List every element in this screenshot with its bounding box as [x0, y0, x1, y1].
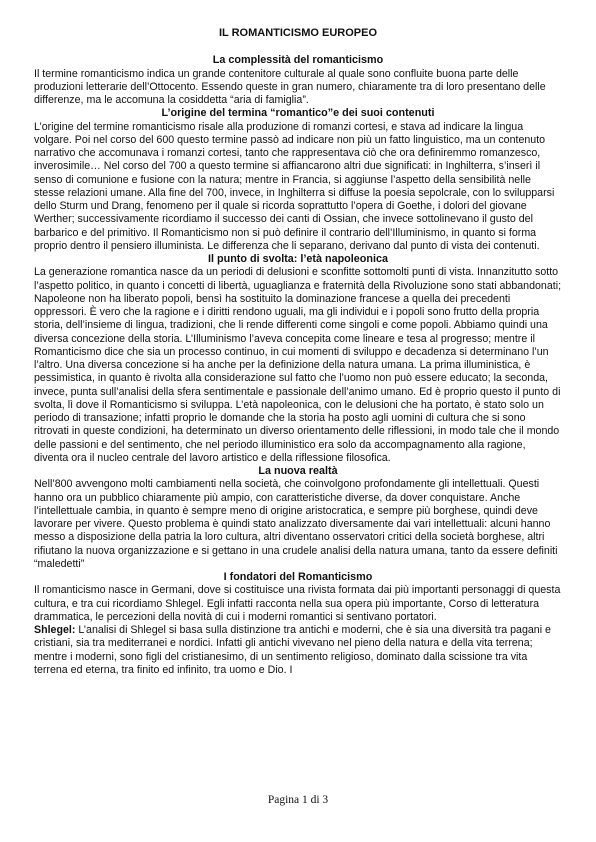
- section-heading-origine: L’origine del termina “romantico”e dei suoi contenuti: [161, 107, 435, 120]
- section-paragraph: La generazione romantica nasce da un periodi di delusioni e sconfitte sottomolti punti di vista. Innanzitutto sotto l’aspetto politico, in quanto i concetti di libertà, uguaglianza e fraternità della Rivoluzione sono stati abbandonati; Napoleone non ha liberato popoli, bensì ha sostituito la dominazione francese a quella dei precedenti oppressori. È vero che la ragione e i diritti rendono uguali, ma gli individui e i popoli sono frutto della propria storia, dell’insieme di lingua, tradizioni, che li rende differenti come singoli e come popoli. Abbiamo quindi una diversa concezione della storia. L’Illuminismo l’aveva concepita come lineare e tesa al progresso; mentre il Romanticismo dice che sia un processo continuo, in cui momenti di sviluppo e decadenza si determinano l’un l’altro. Una diversa concezione si ha anche per la definizione della natura umana. La prima illuministica, è pessimistica, in quanto è rivolta alla considerazione sul fatto che l’uomo non può essere educato; la seconda, invece, punta sull’analisi della sfera sentimentale e passionale dell’animo umano. Ed è proprio questo il punto di svolta, lì dove il Romanticismo si sviluppa. L’età napoleonica, con le delusioni che ha portato, è stato solo un periodo di transazione; infatti proprio le domande che la storia ha posto agli uomini di cultura che si sono ritrovati in queste condizioni, ha determinato un diverso orientamento delle riflessioni, in modo tale che il mondo delle passioni e del sentimento, che nel periodo illuministico era solo da accompagnamento alla ragione, diventa ora il nucleo centrale del lavoro artistico e della riflessione filosofica.: [34, 266, 562, 464]
- section-paragraph: Nell’800 avvengono molti cambiamenti nella società, che coinvolgono profondamente gli intellettuali. Questi hanno ora un pubblico chiaramente più ampio, con caratteristiche diverse, da dover conquistare. Anche l’intellettuale cambia, in quanto è sempre meno di origine aristocratica, e sempre più borghese, quindi deve lavorare per vivere. Questo problema è quindi stato analizzato diversamente dai vari intellettuali: alcuni hanno messo a disposizione della patria la loro cultura, altri diventano osservatori critici della società borghese, altri rifiutano la nuova organizzazione e si gettano in una crudele analisi della natura umana, tanto da essere definiti “maledetti”: [34, 478, 558, 570]
- section-paragraph: Il romanticismo nasce in Germani, dove si costituisce una rivista formata dai più importanti personaggi di questa cultura, e tra cui ricordiamo Shlegel. Egli infatti racconta nella sua opera più importante, Corso di letteratura drammatica, le percezioni della novità di cui i moderni romantici si sentivano portatori.: [34, 584, 561, 623]
- section-heading-complessita: La complessità del romanticismo: [212, 54, 384, 67]
- document-page: [34, 27, 562, 677]
- shlegel-text: L’analisi di Shlegel si basa sulla distinzione tra antichi e moderni, che è sia una diversità tra pagani e cristiani, sia tra mediterranei e nordici. Infatti gli antichi vivevano nel pieno della natura e della vita terrena; mentre i moderni, sono figli del cristianesimo, di un sentimento religioso, dominato dalla scissione tra vita terrena ed eterna, tra finito ed infinito, tra uomo e Dio. I: [34, 624, 551, 676]
- section-heading-nuova-realta: La nuova realtà: [258, 465, 338, 477]
- page-number-footer: Pagina 1 di 3: [267, 794, 329, 806]
- section-heading-fondatori: I fondatori del Romanticismo: [223, 571, 373, 583]
- section-paragraph: Il termine romanticismo indica un grande contenitore culturale al quale sono confluite buona parte delle produzioni letterarie dell’Ottocento. Essendo queste in gran numero, chiaramente tra di loro presentano delle differenze, ma le accomuna la cosiddetta “aria di famiglia”.: [34, 67, 546, 106]
- bold-lead-shlegel: Shlegel:: [34, 624, 76, 636]
- section-heading-svolta: Il punto di svolta: l’età napoleonica: [208, 253, 388, 265]
- document-title: IL ROMANTICISMO EUROPEO: [218, 27, 378, 39]
- section-paragraph: L’origine del termine romanticismo risale alla produzione di romanzi cortesi, e stava ad indicare la lingua volgare. Poi nel corso del 600 questo termine passò ad indicare non più un fatto linguistico, ma un contenuto narrativo che accomunava i romanzi cortesi, tanto che rappresentava ciò che ora definiremmo romanzesco, inverosimile… Nel corso del 700 a questo termine si affiancarono altri due significati: in Inghilterra, s’inserì il senso di comunione e fusione con la natura; mentre in Francia, si aggiunse l’aspetto della sensibilità nelle stesse relazioni umane. Alla fine del 700, invece, in Inghilterra si diffuse la poesia sepolcrale, con lo svilupparsi dello Sturm und Drang, fenomeno per il quale si ricorda soprattutto l’opera di Goethe, i dolori del giovane Werther; successivamente ricordiamo il successo dei canti di Ossian, che invece sottolinevano il gusto del barbarico e del primitivo. Il Romanticismo non si può definire il contrario dell’Illuminismo, in quanto si forma proprio dentro il pensiero illuminista. Le differenza che li separano, derivano dal punto di vista dei contenuti.: [34, 120, 555, 252]
- section-paragraph-shlegel: [34, 624, 562, 677]
